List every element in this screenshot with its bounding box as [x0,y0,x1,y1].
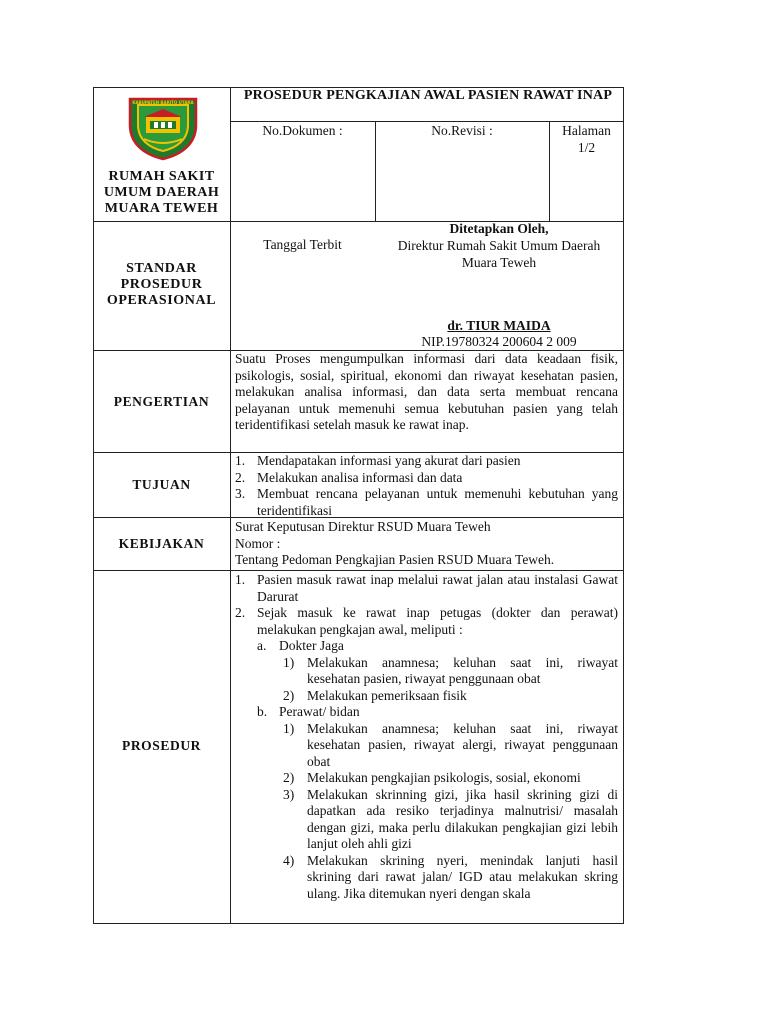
hospital-name-line-3: MUARA TEWEH [104,201,219,216]
sop-label [93,261,230,309]
tujuan-label: TUJUAN [132,477,191,492]
tujuan-item-text: Mendapatakan informasi yang akurat dari pasien [257,453,521,468]
halaman-value: 1/2 [577,140,596,155]
signer-nip: NIP.19780324 200604 2 009 [421,334,577,349]
sop-label-line-1: STANDAR [126,261,197,276]
subitem-label: Dokter Jaga [279,638,344,653]
tujuan-list [235,453,618,519]
ditetapkan-by-line-1: Direktur Rumah Sakit Umum Daerah [397,238,601,253]
prosedur-subitem-b [235,704,618,721]
hospital-name-line-2: UMUM DAERAH [103,185,220,200]
no-dokumen-label: No.Dokumen : [262,123,343,138]
prosedur-item-number: 2. [235,605,246,620]
signer-name: dr. TIUR MAIDA [447,318,551,333]
ditetapkan-by [375,238,623,271]
tujuan-item-text: Melakukan analisa informasi dan data [257,469,463,485]
tujuan-item-text: Membuat rencana pelayanan untuk memenuhi kebutuhan yang teridentifikasi [257,486,618,518]
subsubitem-number: 1) [283,720,295,736]
subsubitem-text: Melakukan skrinning gizi, jika hasil skrining gizi di dapatkan ada resiko terjadinya malnutrisi/ masalah dengan gizi, maka perlu dilakukan pengkajian gizi lebih lanjut oleh ahli gizi [307,786,618,851]
subitem-label: Perawat/ bidan [279,704,360,719]
pengertian-label: PENGERTIAN [113,394,210,409]
prosedur-label: PROSEDUR [121,738,202,753]
kebijakan-line-2: Nomor : [235,535,281,551]
prosedur-subsubitem [235,853,618,903]
kebijakan-line-1: Surat Keputusan Direktur RSUD Muara Teweh [235,519,491,534]
no-revisi-label: No.Revisi : [431,123,493,138]
ditetapkan-by-line-2: Muara Teweh [461,254,537,270]
prosedur-subitem-a [235,638,618,655]
tanggal-terbit-label: Tanggal Terbit [263,237,342,252]
subsubitem-number: 4) [283,852,295,868]
subsubitem-text: Melakukan anamnesa; keluhan saat ini, riwayat kesehatan pasien, riwayat alergi, riwayat penggunaan obat [307,720,618,769]
prosedur-subsubitem [235,655,618,688]
subsubitem-number: 2) [283,687,295,703]
tujuan-item-number: 2. [235,469,246,485]
subsubitem-number: 3) [283,786,295,802]
sop-table [93,87,624,924]
subsubitem-text: Melakukan skrining nyeri, menindak lanjuti hasil skrining dari rawat jalan/ IGD atau melakukan skring ulang. Jika ditemukan nyeri dengan skala [307,852,618,901]
prosedur-subsubitem [235,770,618,787]
tujuan-item-number: 3. [235,486,246,501]
prosedur-item [235,572,618,605]
kebijakan-label: KEBIJAKAN [118,536,205,551]
subsubitem-number: 1) [283,654,295,670]
tujuan-item-number: 1. [235,453,246,468]
subsubitem-text: Melakukan pemeriksaan fisik [307,687,467,703]
tujuan-item [235,486,618,519]
subsubitem-text: Melakukan pengkajian psikologis, sosial, ekonomi [307,770,581,785]
prosedur-subsubitem [235,721,618,771]
tujuan-item [235,470,618,487]
subitem-letter: a. [257,638,267,653]
prosedur-item-text: Sejak masuk ke rawat inap petugas (dokter dan perawat) melakukan pengkajan awal, meliputi : [257,605,618,637]
logo-text: KABUPATEN BARITO UTARA [132,100,194,105]
document-title: PROSEDUR PENGKAJIAN AWAL PASIEN RAWAT INAP [243,88,613,103]
kebijakan-line-3: Tentang Pedoman Pengkajian Pasien RSUD Muara Teweh. [235,552,555,567]
kebijakan-text [235,519,618,569]
subsubitem-number: 2) [283,770,295,785]
subsubitem-text: Melakukan anamnesa; keluhan saat ini, riwayat kesehatan pasien, riwayat penggunaan obat [307,654,618,686]
hospital-name [93,169,230,217]
hospital-name-line-1: RUMAH SAKIT [108,169,215,184]
pengertian-text: Suatu Proses mengumpulkan informasi dari data keadaan fisik, psikologis, sosial, spiritual, ekonomi dan riwayat kesehatan pasien, melakukan analisa informasi, dan data serta membuat rencana pelayanan untuk memenuhi semua kebutuhan pasien yang telah teridentifikasi setelah masuk ke rawat inap. [235,351,618,432]
halaman-label: Halaman [562,123,611,138]
sop-label-line-2: PROSEDUR [120,277,203,292]
prosedur-item [235,605,618,638]
hospital-logo-icon [124,95,202,161]
tujuan-item [235,453,618,470]
ditetapkan-label: Ditetapkan Oleh, [449,221,549,236]
prosedur-subsubitem [235,688,618,705]
subitem-letter: b. [257,704,268,719]
prosedur-item-text: Pasien masuk rawat inap melalui rawat jalan atau instalasi Gawat Darurat [257,572,618,604]
prosedur-subsubitem [235,787,618,853]
prosedur-item-number: 1. [235,572,246,587]
sop-label-line-3: OPERASIONAL [106,293,217,308]
prosedur-list [235,572,618,902]
